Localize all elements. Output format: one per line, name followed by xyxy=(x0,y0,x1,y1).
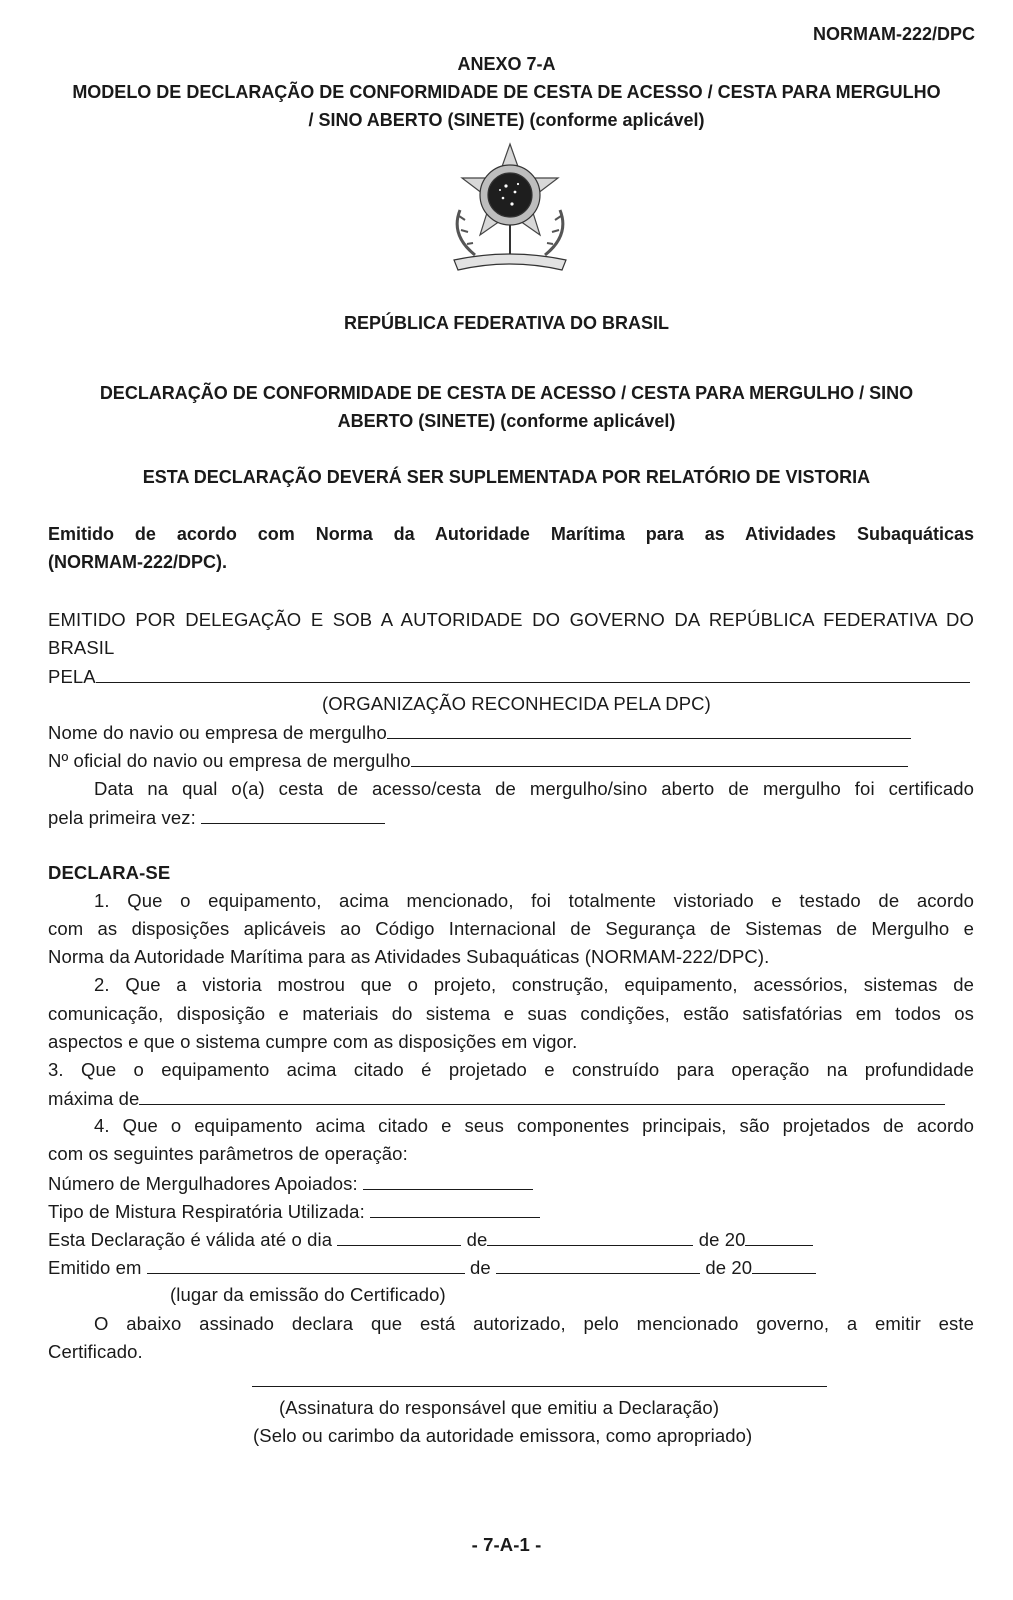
mixture-label: Tipo de Mistura Respiratória Utilizada: xyxy=(48,1201,365,1222)
item-4-line-1: 4. Que o equipamento acima citado e seus componentes principais, são projetados de acordo xyxy=(94,1115,974,1136)
issued-according-line-1: Emitido de acordo com Norma da Autoridade Marítima para as Atividades Subaquáticas xyxy=(48,524,974,544)
issued-place-blank[interactable] xyxy=(147,1256,465,1274)
validity-label: Esta Declaração é válida até o dia xyxy=(48,1229,333,1250)
place-note: (lugar da emissão do Certificado) xyxy=(170,1284,446,1305)
divers-label: Número de Mergulhadores Apoiados: xyxy=(48,1173,358,1194)
issued-year-label: de 20 xyxy=(705,1257,753,1278)
organization-note: (ORGANIZAÇÃO RECONHECIDA PELA DPC) xyxy=(322,693,711,714)
first-certification-date-blank[interactable] xyxy=(201,806,385,824)
ship-name-blank[interactable] xyxy=(387,721,911,739)
issued-according-line-2: (NORMAM-222/DPC). xyxy=(48,552,228,572)
validity-de-label: de xyxy=(466,1229,488,1250)
item-1-line-1: 1. Que o equipamento, acima mencionado, foi totalmente vistoriado e testado de acordo xyxy=(94,890,974,911)
item-1-line-3: Norma da Autoridade Marítima para as Atividades Subaquáticas (NORMAM-222/DPC). xyxy=(48,946,770,967)
item-2-line-3: aspectos e que o sistema cumpre com as disposições em vigor. xyxy=(48,1031,578,1052)
ship-name-row xyxy=(48,721,911,744)
item-2-line-2: comunicação, disposição e materiais do sistema e suas condições, estão satisfatórias em todos os xyxy=(48,1003,974,1024)
ship-name-label: Nome do navio ou empresa de mergulho xyxy=(48,722,387,743)
mixture-row xyxy=(48,1200,540,1223)
issued-de-label: de xyxy=(470,1257,491,1278)
first-certification-line-1: Data na qual o(a) cesta de acesso/cesta de mergulho/sino aberto de mergulho foi certificado xyxy=(94,778,974,799)
annex-label: ANEXO 7-A xyxy=(457,54,556,74)
signature-note: (Assinatura do responsável que emitiu a Declaração) xyxy=(279,1397,720,1418)
declaration-title-line-2: ABERTO (SINETE) (conforme aplicável) xyxy=(337,411,676,431)
divers-blank[interactable] xyxy=(363,1172,533,1190)
declara-se-heading: DECLARA-SE xyxy=(48,862,171,883)
delegation-line-2: BRASIL xyxy=(48,637,115,658)
brazil-coat-of-arms-icon xyxy=(440,140,580,275)
validity-year-label: de 20 xyxy=(698,1229,746,1250)
validity-day-blank[interactable] xyxy=(337,1228,461,1246)
item-3-line-1: 3. Que o equipamento acima citado é projetado e construído para operação na profundidade xyxy=(48,1059,974,1080)
normam-code: NORMAM-222/DPC xyxy=(812,24,975,44)
divers-row xyxy=(48,1172,533,1195)
item-1-line-2: com as disposições aplicáveis ao Código Internacional de Segurança de Sistemas de Mergulho e xyxy=(48,918,974,939)
pela-row xyxy=(48,665,970,688)
authorization-line-1: O abaixo assinado declara que está autorizado, pelo mencionado governo, a emitir este xyxy=(94,1313,974,1334)
validity-row xyxy=(48,1228,813,1251)
stamp-note: (Selo ou carimbo da autoridade emissora, como apropriado) xyxy=(253,1425,753,1446)
pela-label: PELA xyxy=(48,666,96,687)
issued-in-row xyxy=(48,1256,816,1279)
ship-number-label: Nº oficial do navio ou empresa de mergulho xyxy=(48,750,411,771)
item-3-row xyxy=(48,1087,945,1110)
republic-title: REPÚBLICA FEDERATIVA DO BRASIL xyxy=(343,313,669,333)
declaration-title-line-1: DECLARAÇÃO DE CONFORMIDADE DE CESTA DE ACESSO / CESTA PARA MERGULHO / SINO xyxy=(99,383,914,403)
issued-year-blank[interactable] xyxy=(752,1256,816,1274)
organization-blank[interactable] xyxy=(96,665,970,683)
max-depth-label: máxima de xyxy=(48,1088,140,1109)
issued-in-label: Emitido em xyxy=(48,1257,142,1278)
delegation-line-1: EMITIDO POR DELEGAÇÃO E SOB A AUTORIDADE DO GOVERNO DA REPÚBLICA FEDERATIVA DO xyxy=(48,609,974,630)
validity-month-blank[interactable] xyxy=(487,1228,693,1246)
item-2-line-1: 2. Que a vistoria mostrou que o projeto, construção, equipamento, acessórios, sistemas de xyxy=(94,974,974,995)
first-certification-label: pela primeira vez: xyxy=(48,807,196,828)
validity-year-blank[interactable] xyxy=(745,1228,813,1246)
authorization-line-2: Certificado. xyxy=(48,1341,143,1362)
supplement-notice: ESTA DECLARAÇÃO DEVERÁ SER SUPLEMENTADA POR RELATÓRIO DE VISTORIA xyxy=(142,467,871,487)
signature-line[interactable] xyxy=(252,1386,827,1387)
mixture-blank[interactable] xyxy=(370,1200,540,1218)
ship-number-blank[interactable] xyxy=(411,749,908,767)
page-number: - 7-A-1 - xyxy=(471,1534,542,1555)
model-title-line-2: / SINO ABERTO (SINETE) (conforme aplicável) xyxy=(308,110,705,130)
item-4-line-2: com os seguintes parâmetros de operação: xyxy=(48,1143,408,1164)
ship-number-row xyxy=(48,749,908,772)
model-title-line-1: MODELO DE DECLARAÇÃO DE CONFORMIDADE DE CESTA DE ACESSO / CESTA PARA MERGULHO xyxy=(72,82,941,102)
first-certification-row xyxy=(48,806,385,829)
max-depth-blank[interactable] xyxy=(139,1087,945,1105)
issued-month-blank[interactable] xyxy=(496,1256,700,1274)
